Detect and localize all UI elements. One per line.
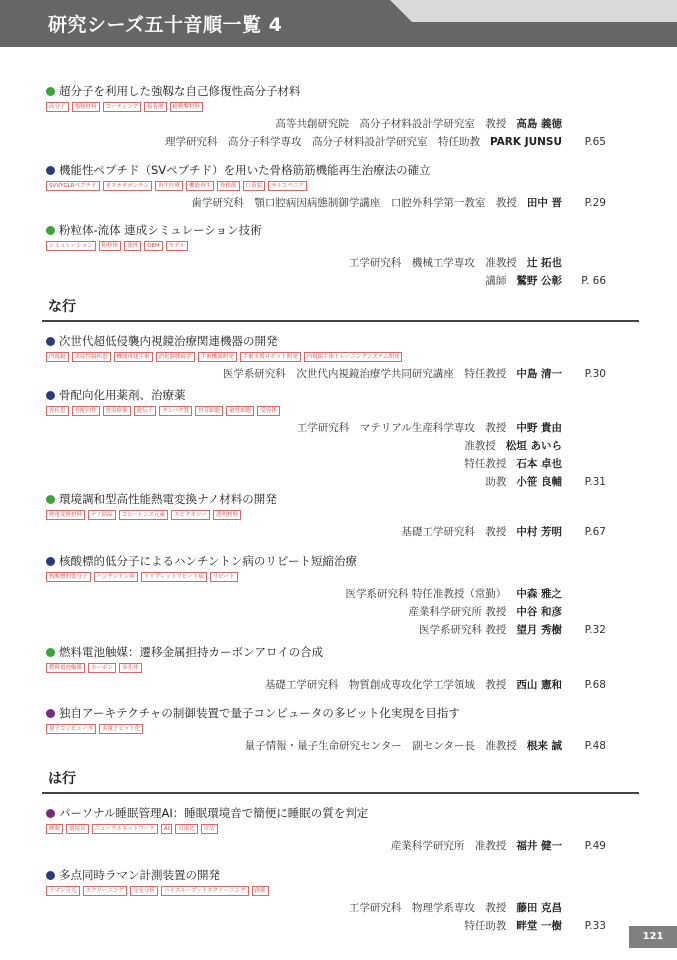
page-ref[interactable]: P.65 — [584, 136, 606, 148]
keyword-tag: スクリーニング — [83, 886, 127, 896]
keyword-tag: タンパク質 — [159, 406, 192, 416]
keyword-tag: DEM — [144, 241, 162, 251]
keyword-tag: ナノ結晶 — [88, 510, 116, 520]
keyword-tag: 破骨細胞 — [226, 406, 254, 416]
researcher-name: 高島 義徳 — [516, 118, 562, 130]
researcher-row — [46, 523, 606, 541]
entry-title: 粉粒体-流体 連成シミュレーション技術 — [59, 223, 262, 237]
seed-entry-8 — [46, 644, 606, 694]
researcher-row — [46, 603, 606, 621]
affiliation: 工学研究科 マテリアル生産科学専攻 教授 — [296, 422, 507, 434]
keyword-tag: 受容体 — [257, 406, 280, 416]
keyword-tags — [46, 510, 606, 522]
entry-title: 次世代超低侵襲内視鏡治療関連機器の開発 — [59, 334, 278, 348]
keyword-tag: 粉粒体 — [99, 241, 122, 251]
seed-entry-11 — [46, 867, 606, 935]
keyword-tags — [46, 406, 606, 418]
page-ref[interactable]: P.31 — [584, 476, 606, 488]
researcher-name: 松垣 あいら — [505, 440, 562, 452]
keyword-tag: 骨治療薬 — [103, 406, 131, 416]
keyword-tag: 耐衝撃材料 — [170, 102, 204, 112]
green-bullet-icon — [46, 495, 55, 504]
keyword-tag: ハンチントン病 — [94, 572, 138, 582]
keyword-tag: オステオポンチン — [103, 181, 152, 191]
keyword-tag: 睡眠 — [46, 824, 63, 834]
keyword-tag: 接着剤 — [144, 102, 167, 112]
affiliation: 医学系研究科 教授 — [419, 624, 507, 636]
keyword-tag: 熱電変換材料 — [46, 510, 85, 520]
header-accent — [390, 0, 677, 22]
keyword-tag: 多量子ビット化 — [99, 724, 143, 734]
researcher-name: 中村 芳明 — [516, 526, 562, 538]
keyword-tags — [46, 572, 606, 584]
seed-entry-7 — [46, 553, 606, 639]
keyword-tag: 消化器腫瘍学 — [156, 352, 195, 362]
keyword-tag: カーボン — [88, 663, 116, 673]
keyword-tag: 環境音 — [66, 824, 89, 834]
affiliation: 産業科学研究所 教授 — [408, 606, 507, 618]
researcher-name: 辻 拓也 — [526, 257, 562, 269]
keyword-tag: 強靭材料 — [72, 102, 100, 112]
navy-bullet-icon — [46, 391, 55, 400]
researcher-row — [46, 585, 606, 603]
researcher-name: 中谷 和彦 — [516, 606, 562, 618]
keyword-tags — [46, 824, 606, 836]
researcher-row — [46, 737, 606, 755]
affiliation: 工学研究科 機械工学専攻 准教授 — [348, 257, 517, 269]
section-heading: な行 — [48, 299, 76, 315]
green-bullet-icon — [46, 648, 55, 657]
affiliation: 助教 — [485, 476, 507, 488]
keyword-tag: 流体 — [124, 241, 141, 251]
researcher-name: 藤田 克昌 — [516, 902, 562, 914]
keyword-tags — [46, 724, 606, 736]
affiliation: 歯学研究科 顎口腔病因病態制御学講座 口腔外科学第一教室 教授 — [191, 197, 517, 209]
researcher-list — [46, 737, 606, 755]
researcher-name: 望月 秀樹 — [516, 624, 562, 636]
entry-title: パーソナル睡眠管理AI：睡眠環境音で簡便に睡眠の質を判定 — [59, 806, 369, 820]
researcher-name: 畔堂 一樹 — [516, 920, 562, 932]
keyword-tag: トリプレットリピート病 — [141, 572, 207, 582]
keyword-tag: 炎症性腸疾患 — [72, 352, 111, 362]
keyword-tag: 多孔体 — [119, 663, 142, 673]
keyword-tag: SVVYGLRペプチド — [46, 181, 100, 191]
page-ref[interactable]: P.33 — [584, 920, 606, 932]
affiliation: 産業科学研究所 准教授 — [390, 840, 507, 852]
researcher-row — [46, 365, 606, 383]
navy-bullet-icon — [46, 166, 55, 175]
researcher-row — [46, 676, 606, 694]
page-ref[interactable]: P. 66 — [581, 275, 606, 287]
researcher-row — [46, 899, 606, 917]
researcher-row — [46, 194, 606, 212]
keyword-tag: 創薬 — [252, 886, 269, 896]
page-ref[interactable]: P.48 — [584, 740, 606, 752]
keyword-tag: 骨疾患 — [46, 406, 69, 416]
researcher-name: 小笹 良輔 — [516, 476, 562, 488]
keyword-tag: 骨配向性 — [72, 406, 100, 416]
keyword-tag: 内視鏡手術トレーニングシステム開発 — [304, 352, 403, 362]
affiliation: 高等共創研究院 高分子材料設計学研究室 教授 — [275, 118, 507, 130]
researcher-list — [46, 676, 606, 694]
researcher-name: 田中 晋 — [526, 197, 562, 209]
researcher-row — [46, 419, 606, 437]
keyword-tags — [46, 181, 606, 193]
keyword-tag: エピタキシー — [171, 510, 210, 520]
keyword-tag: 燃料電池触媒 — [46, 663, 85, 673]
researcher-list — [46, 194, 606, 212]
affiliation: 講師 — [485, 275, 507, 287]
affiliation: 量子情報・量子生命研究センター 副センター長 准教授 — [244, 740, 517, 752]
entry-title: 燃料電池触媒：遷移金属担持カーボンアロイの合成 — [59, 645, 324, 659]
researcher-row — [46, 272, 606, 290]
section-divider — [42, 792, 639, 794]
page-header — [0, 0, 677, 47]
page-number: 121 — [629, 926, 677, 948]
entry-title: 骨配向化用薬剤、治療薬 — [59, 388, 186, 402]
keyword-tag: 機能再建手術 — [114, 352, 153, 362]
keyword-tag: 核酸標的低分子 — [46, 572, 91, 582]
seed-entry-6 — [46, 491, 606, 541]
seed-entry-2 — [46, 162, 606, 212]
keyword-tag: ハイスループットスクリーニング — [161, 886, 249, 896]
keyword-tag: リピート — [210, 572, 238, 582]
page-ref[interactable]: P.32 — [584, 624, 606, 636]
keyword-tag: モデル — [166, 241, 188, 251]
keyword-tag: 内視鏡 — [46, 352, 69, 362]
keyword-tag: コーティング — [103, 102, 141, 112]
seed-entry-1 — [46, 83, 606, 151]
affiliation: 基礎工学研究科 物質創成専攻化学工学領域 教授 — [264, 679, 507, 691]
keyword-tag: 可視化 — [175, 824, 198, 834]
researcher-row — [46, 133, 606, 151]
section-divider — [42, 320, 639, 322]
navy-bullet-icon — [46, 557, 55, 566]
affiliation: 工学研究科 物理学系専攻 教授 — [348, 902, 507, 914]
keyword-tag: 機能再生 — [186, 181, 214, 191]
researcher-name: 福井 健一 — [516, 840, 562, 852]
affiliation: 医学系研究科 特任准教授（常勤） — [345, 588, 507, 600]
researcher-list — [46, 899, 606, 935]
keyword-tag: シミュレーション — [46, 241, 96, 251]
researcher-list — [46, 419, 606, 491]
page-title: 研究シーズ五十音順一覧 4 — [48, 14, 283, 36]
seed-entry-3 — [46, 222, 606, 290]
keyword-tag: 骨格筋 — [217, 181, 240, 191]
researcher-list — [46, 365, 606, 383]
keyword-tag: ラマン分光 — [46, 886, 80, 896]
navy-bullet-icon — [46, 337, 55, 346]
keyword-tag: 自活 — [201, 824, 218, 834]
seed-entry-4 — [46, 333, 606, 383]
researcher-list — [46, 585, 606, 639]
entry-title: 多点同時ラマン計測装置の開発 — [59, 868, 220, 882]
researcher-name: 中野 貴由 — [516, 422, 562, 434]
keyword-tag: ニューラルネットワーク — [92, 824, 158, 834]
affiliation: 医学系研究科 次世代内視鏡治療学共同研究講座 特任教授 — [222, 368, 507, 380]
researcher-list — [46, 115, 606, 151]
purple-bullet-icon — [46, 809, 55, 818]
keyword-tags — [46, 663, 606, 675]
affiliation: 特任教授 — [464, 458, 507, 470]
green-bullet-icon — [46, 226, 55, 235]
entry-title: 環境調和型高性能熱電変換ナノ材料の開発 — [59, 492, 277, 506]
researcher-name: 中島 清一 — [516, 368, 562, 380]
keyword-tag: 再生医療 — [155, 181, 183, 191]
researcher-name: 石本 卓也 — [516, 458, 562, 470]
researcher-name: PARK JUNSU — [489, 136, 562, 148]
researcher-name: 鷲野 公彰 — [516, 275, 562, 287]
entry-title: 機能性ペプチド（SVペプチド）を用いた骨格筋筋機能再生治療法の確立 — [59, 163, 431, 177]
section-na — [42, 296, 642, 322]
seed-entry-9 — [46, 705, 606, 755]
researcher-row — [46, 621, 606, 639]
section-heading: は行 — [48, 771, 76, 787]
green-bullet-icon — [46, 87, 55, 96]
purple-bullet-icon — [46, 709, 55, 718]
affiliation: 基礎工学研究科 教授 — [401, 526, 507, 538]
researcher-row — [46, 837, 606, 855]
seed-entry-5 — [46, 387, 606, 491]
keyword-tags — [46, 102, 606, 114]
keyword-tags — [46, 352, 606, 364]
keyword-tag: コヒーレンス元素 — [119, 510, 168, 520]
navy-bullet-icon — [46, 871, 55, 880]
researcher-list — [46, 523, 606, 541]
affiliation: 准教授 — [464, 440, 496, 452]
keyword-tag: 口蓋裂 — [243, 181, 266, 191]
researcher-list — [46, 254, 606, 290]
keyword-tags — [46, 886, 606, 898]
keyword-tag: 手術支援ロボット開発 — [240, 352, 301, 362]
keyword-tag: サルコペニア — [268, 181, 307, 191]
affiliation: 特任助教 — [464, 920, 507, 932]
researcher-row — [46, 115, 606, 133]
keyword-tag: 分光分析 — [130, 886, 158, 896]
researcher-row — [46, 917, 606, 935]
keyword-tag: 量子コンピュータ — [46, 724, 96, 734]
researcher-row — [46, 254, 606, 272]
entry-title: 独自アーキテクチャの制御装置で量子コンピュータの多ビット化実現を目指す — [59, 706, 460, 720]
keyword-tag: AI — [161, 824, 172, 834]
affiliation: 理学研究科 高分子科学専攻 高分子材料設計学研究室 特任助教 — [164, 136, 480, 148]
page-ref[interactable]: P.30 — [584, 368, 606, 380]
entry-title: 核酸標的低分子によるハンチントン病のリピート短縮治療 — [59, 554, 357, 568]
section-ha — [42, 768, 642, 794]
page-ref[interactable]: P.68 — [584, 679, 606, 691]
keyword-tag: 高分子 — [46, 102, 69, 112]
researcher-name: 西山 憲和 — [516, 679, 562, 691]
researcher-row — [46, 473, 606, 491]
page-ref[interactable]: P.49 — [584, 840, 606, 852]
keyword-tags — [46, 241, 606, 253]
researcher-list — [46, 837, 606, 855]
entry-title: 超分子を利用した強靱な自己修復性高分子材料 — [59, 84, 301, 98]
seed-entry-10 — [46, 805, 606, 855]
page-ref[interactable]: P.29 — [584, 197, 606, 209]
keyword-tag: 骨芽細胞 — [195, 406, 223, 416]
researcher-name: 中森 雅之 — [516, 588, 562, 600]
researcher-row — [46, 437, 606, 455]
page-ref[interactable]: P.67 — [584, 526, 606, 538]
keyword-tag: 透明材料 — [213, 510, 241, 520]
researcher-name: 根来 誠 — [526, 740, 562, 752]
researcher-row — [46, 455, 606, 473]
keyword-tag: 遺伝子 — [134, 406, 157, 416]
keyword-tag: 手術機器開発 — [198, 352, 237, 362]
